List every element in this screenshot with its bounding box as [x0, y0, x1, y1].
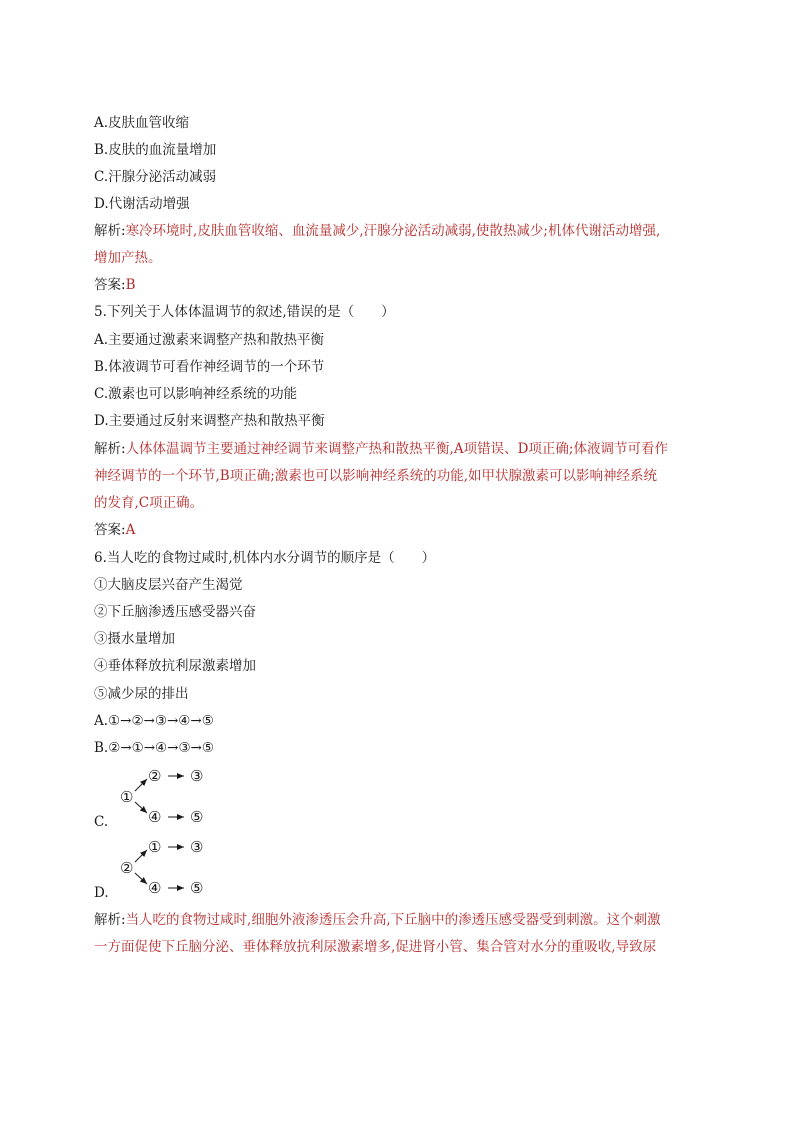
q6-d-upper-to: ③ — [190, 838, 204, 856]
q4-option-a: A.皮肤血管收缩 — [94, 115, 190, 131]
q6-d-branch-down-arrow — [135, 873, 147, 884]
q6-analysis-label: 解析: — [94, 912, 126, 928]
q5-answer-value: A — [125, 522, 136, 538]
q5-analysis-text-3: 的发育,C项正确。 — [94, 495, 204, 511]
q5-option-d: D.主要通过反射来调整产热和散热平衡 — [94, 413, 325, 429]
q6-c-branch-up-arrow — [135, 779, 147, 791]
q6-item-2: ②下丘脑渗透压感受器兴奋 — [94, 604, 256, 620]
q4-option-b: B.皮肤的血流量增加 — [94, 142, 217, 158]
q4-answer-label: 答案: — [94, 277, 126, 293]
q5-option-a: A.主要通过激素来调整产热和散热平衡 — [94, 332, 325, 348]
q4-option-c: C.汗腺分泌活动减弱 — [94, 169, 217, 185]
q4-analysis-text-2: 增加产热。 — [94, 250, 162, 266]
q6-d-lower-from: ④ — [148, 879, 162, 897]
q4-analysis — [94, 222, 660, 240]
q5-analysis-text-2: 神经调节的一个环节,B项正确;激素也可以影响神经系统的功能,如甲状腺激素可以影响神经系统 — [94, 468, 658, 484]
q6-c-branch-down-arrow — [135, 802, 147, 813]
q6-d-branch-up-arrow — [135, 850, 147, 862]
q6-item-4: ④垂体释放抗利尿激素增加 — [94, 658, 256, 674]
q5-answer-label: 答案: — [94, 522, 126, 538]
q6-c-lower-to: ⑤ — [190, 808, 204, 826]
q6-item-5: ⑤减少尿的排出 — [94, 686, 189, 702]
q4-answer-value: B — [125, 277, 136, 293]
q6-c-lower-from: ④ — [148, 808, 162, 826]
q6-d-lower-to: ⑤ — [190, 879, 204, 897]
q5-analysis — [94, 440, 668, 458]
q6-item-1: ①大脑皮层兴奋产生渴觉 — [94, 577, 243, 593]
q6-stem: 6.当人吃的食物过咸时,机体内水分调节的顺序是（ ） — [94, 550, 436, 566]
q6-option-d-diagram — [108, 835, 228, 903]
q5-answer — [94, 521, 135, 539]
q4-option-d: D.代谢活动增强 — [94, 196, 190, 212]
q5-option-c: C.激素也可以影响神经系统的功能 — [94, 386, 298, 402]
q6-option-c-diagram — [108, 764, 228, 832]
q6-option-a: A.①→②→③→④→⑤ — [94, 713, 214, 729]
q6-c-upper-to: ③ — [190, 767, 204, 785]
q5-analysis-text-1: 人体体温调节主要通过神经调节来调整产热和散热平衡,A项错误、D项正确;体液调节可看作 — [125, 441, 668, 457]
q4-analysis-label: 解析: — [94, 223, 126, 239]
q6-option-c-label: C. — [94, 814, 109, 830]
q6-option-b: B.②→①→④→③→⑤ — [94, 740, 214, 756]
q6-option-d-label: D. — [94, 885, 109, 901]
q6-analysis-text-1: 当人吃的食物过咸时,细胞外液渗透压会升高,下丘脑中的渗透压感受器受到刺激。这个刺激 — [125, 912, 661, 928]
q5-analysis-label: 解析: — [94, 441, 126, 457]
q5-option-b: B.体液调节可看作神经调节的一个环节 — [94, 359, 325, 375]
q6-analysis-text-2: 一方面促使下丘脑分泌、垂体释放抗利尿激素增多,促进肾小管、集合管对水分的重吸收,导致尿 — [94, 939, 657, 955]
q4-answer — [94, 276, 135, 294]
q6-analysis — [94, 911, 661, 929]
q6-d-upper-from: ① — [148, 838, 162, 856]
q5-stem: 5.下列关于人体体温调节的叙述,错误的是（ ） — [94, 304, 395, 320]
q6-d-root: ② — [120, 859, 134, 877]
q6-c-root: ① — [120, 788, 134, 806]
q4-analysis-text-1: 寒冷环境时,皮肤血管收缩、血流量减少,汗腺分泌活动减弱,使散热减少;机体代谢活动增强, — [125, 223, 661, 239]
q6-c-upper-from: ② — [148, 767, 162, 785]
q6-item-3: ③摄水量增加 — [94, 631, 175, 647]
